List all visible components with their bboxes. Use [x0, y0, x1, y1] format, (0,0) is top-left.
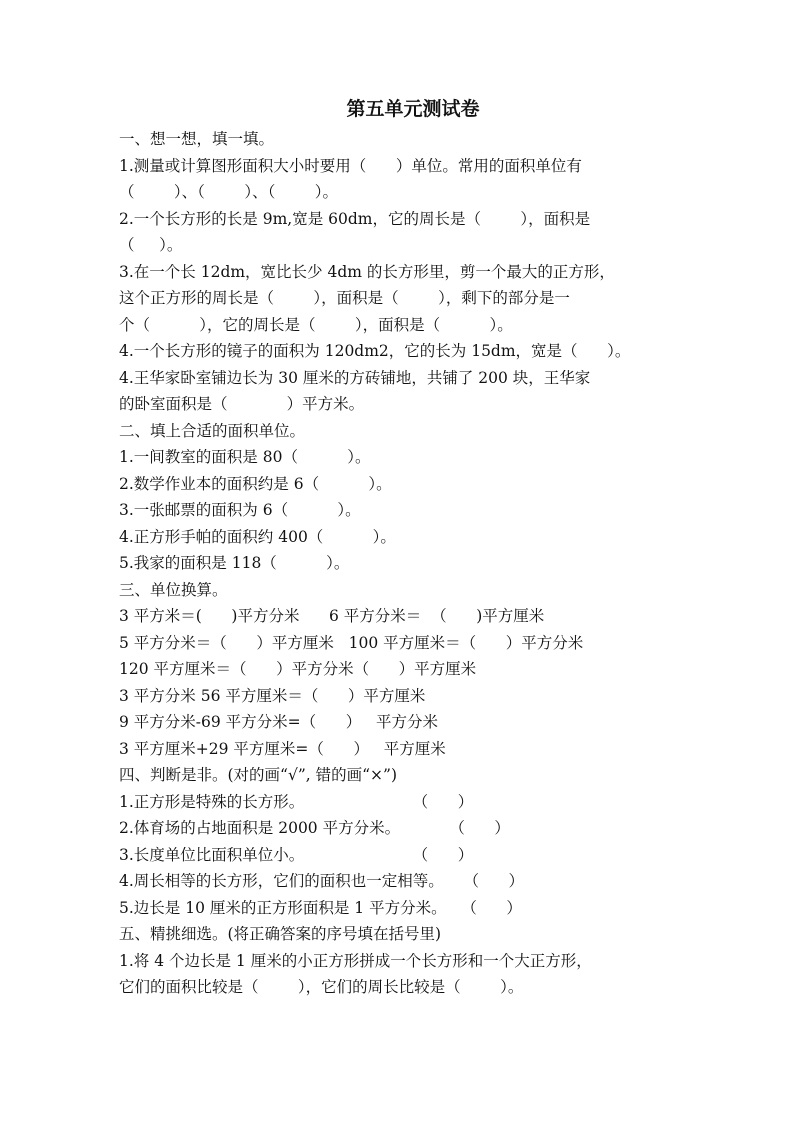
question-line: 120 平方厘米＝（ ）平方分米（ ）平方厘米: [119, 660, 477, 678]
section-multiple-choice: [119, 921, 679, 1001]
section-heading: 三、单位换算。: [119, 580, 228, 599]
question-line: 4.周长相等的长方形，它们的面积也一定相等。 （ ）: [119, 872, 525, 890]
question-line: 9 平方分米-69 平方分米=（ ） 平方分米: [119, 713, 439, 731]
section-fill-in: [119, 126, 679, 418]
question-line: 它们的面积比较是（ ），它们的周长比较是（ ）。: [119, 978, 524, 996]
question-line: 3 平方厘米+29 平方厘米=（ ） 平方厘米: [119, 739, 446, 758]
section-heading: 二、填上合适的面积单位。: [119, 421, 306, 440]
question-line: （ ）。: [119, 236, 183, 254]
question-line: 5 平方分米＝（ ）平方厘米 100 平方厘米＝（ ）平方分米: [119, 633, 584, 652]
question-line: 3.在一个长 12dm，宽比长少 4dm 的长方形里，剪一个最大的正方形，: [119, 262, 615, 281]
section-heading: 五、精挑细选。(将正确答案的序号填在括号里): [119, 925, 442, 943]
question-line: 2.一个长方形的长是 9m,宽是 60dm，它的周长是（ ），面积是: [119, 209, 591, 228]
question-line: 3.一张邮票的面积为 6（ ）。: [119, 501, 361, 519]
question-line: 2.数学作业本的面积约是 6（ ）。: [119, 474, 392, 493]
section-unit-conversion: [119, 577, 679, 763]
worksheet-page: [119, 96, 679, 1001]
question-line: 的卧室面积是（ ）平方米。: [119, 395, 365, 413]
question-line: 1.正方形是特殊的长方形。 （ ）: [119, 792, 474, 811]
question-line: 4.正方形手帕的面积约 400（ ）。: [119, 527, 396, 546]
question-line: 1.将 4 个边长是 1 厘米的小正方形拼成一个长方形和一个大正方形，: [119, 951, 592, 970]
question-line: 5.我家的面积是 118（ ）。: [119, 554, 350, 572]
page-title: 第五单元测试卷: [346, 98, 480, 120]
question-line: 这个正方形的周长是（ ），面积是（ ），剩下的部分是一: [119, 289, 570, 307]
question-line: 3.长度单位比面积单位小。 （ ）: [119, 845, 474, 864]
section-true-false: [119, 762, 679, 921]
section-area-units: [119, 418, 679, 577]
question-line: 5.边长是 10 厘米的正方形面积是 1 平方分米。 （ ）: [119, 898, 522, 917]
question-line: 4.王华家卧室铺边长为 30 厘米的方砖铺地，共铺了 200 块，王华家: [119, 368, 591, 387]
question-line: （ ）、（ ）、（ ）。: [119, 183, 338, 201]
question-line: 1.一间教室的面积是 80（ ）。: [119, 448, 371, 466]
question-line: 3 平方分米 56 平方厘米＝（ ）平方厘米: [119, 686, 426, 705]
section-heading: 一、想一想，填一填。: [119, 130, 275, 148]
question-line: 2.体育场的占地面积是 2000 平方分米。 （ ）: [119, 819, 510, 837]
question-line: 个（ ），它的周长是（ ），面积是（ ）。: [119, 315, 513, 334]
question-line: 4.一个长方形的镜子的面积为 120dm2，它的长为 15dm，宽是（ ）。: [119, 342, 631, 360]
question-line: 3 平方米＝( )平方分米 6 平方分米＝ （ )平方厘米: [119, 607, 545, 625]
section-heading: 四、判断是非。(对的画“√”, 错的画“×”): [119, 766, 398, 784]
question-line: 1.测量或计算图形面积大小时要用（ ）单位。常用的面积单位有: [119, 156, 582, 175]
